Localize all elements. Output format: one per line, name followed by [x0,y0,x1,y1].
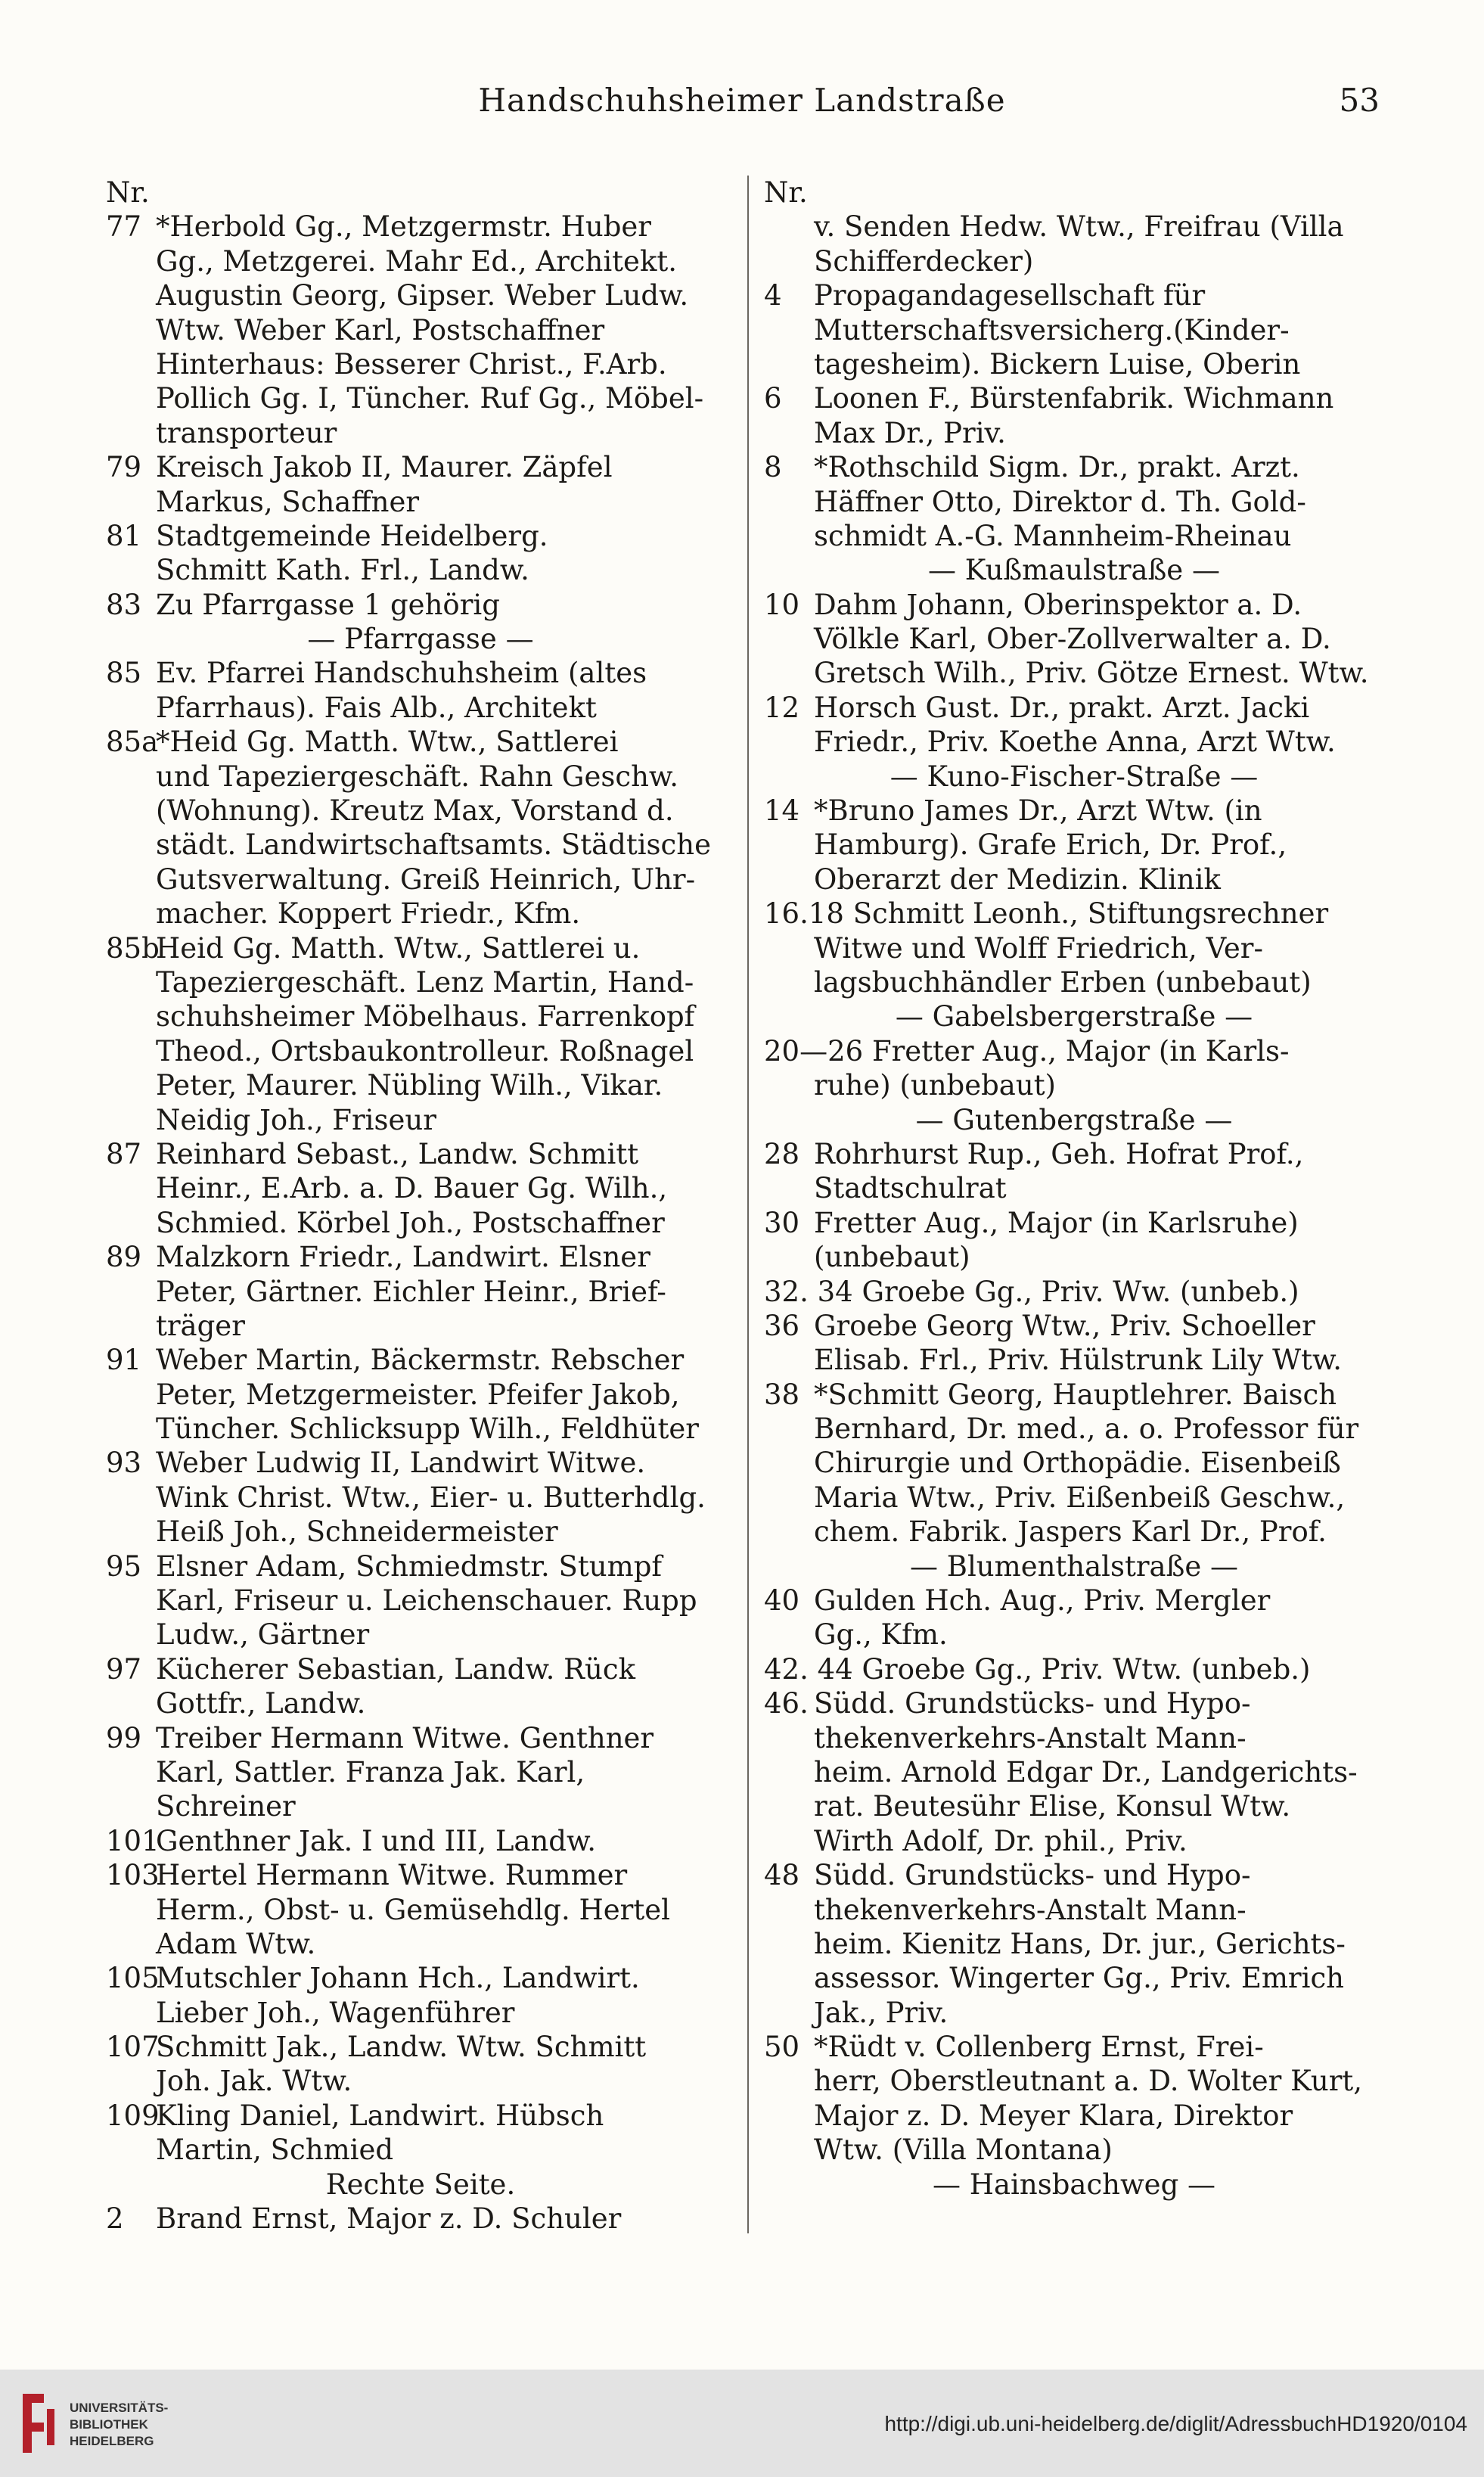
entry-line [106,691,735,725]
house-number: 89 [106,1241,142,1274]
house-number: 85 [106,657,142,690]
entry-line [106,1206,735,1240]
entry-line [764,278,1384,312]
entry-text: und Tapeziergeschäft. Rahn Geschw. [156,760,678,793]
entry-line [106,1240,735,1274]
entry-text: Loonen F., Bürstenfabrik. Wichmann [814,382,1334,415]
entry-text: städt. Landwirtschaftsamts. Städtische [156,828,711,862]
entry-text: ruhe) (unbebaut) [814,1069,1056,1102]
entry-text: Bernhard, Dr. med., a. o. Professor für [814,1413,1359,1446]
entry-line [106,1068,735,1102]
entry-line [764,1240,1384,1274]
logo-line: HEIDELBERG [70,2434,154,2448]
running-title: Handschuhsheimer Landstraße [478,82,1006,119]
entry-line [106,1275,735,1309]
entry-line [106,2064,735,2098]
entry-line [106,416,735,450]
entry-text: herr, Oberstleutnant a. D. Wolter Kurt, [814,2065,1363,2098]
entry-text: Martin, Schmied [156,2134,394,2167]
house-number: 87 [106,1137,142,1170]
entry-line [764,622,1384,656]
house-number: 109 [106,2099,160,2132]
entry-text: Stadtschulrat [814,1172,1007,1205]
entry-line [106,519,735,553]
entry-line [106,1549,735,1583]
entry-text: Wirth Adolf, Dr. phil., Priv. [814,1824,1188,1857]
entry-text: — Gutenbergstraße — [915,1103,1233,1136]
entry-line [106,1137,735,1171]
entry-line [764,381,1384,415]
entry-line [764,1927,1384,1961]
entry-text: Rohrhurst Rup., Geh. Hofrat Prof., [814,1137,1304,1170]
entry-line [764,1171,1384,1205]
entry-text: Herm., Obst- u. Gemüsehdlg. Hertel [156,1893,670,1926]
entry-line [764,1378,1384,1412]
house-number: 103 [106,1859,160,1892]
entry-text: *Rothschild Sigm. Dr., prakt. Arzt. [814,451,1300,484]
entry-text: heim. Kienitz Hans, Dr. jur., Gerichts- [814,1927,1346,1960]
entry-text: Gulden Hch. Aug., Priv. Mergler [814,1584,1271,1618]
entry-text: *Herbold Gg., Metzgermstr. Huber [156,210,651,244]
entry-line [106,176,735,210]
entry-text: Augustin Georg, Gipser. Weber Ludw. [156,279,689,312]
house-number: 30 [764,1206,800,1239]
entry-text: Gretsch Wilh., Priv. Götze Ernest. Wtw. [814,657,1369,690]
entry-line [106,1481,735,1515]
entry-line [106,1686,735,1720]
entry-line [764,1034,1384,1068]
entry-line [764,347,1384,381]
entry-text: Lieber Joh., Wagenführer [156,1996,515,2029]
entry-text: Witwe und Wolff Friedrich, Ver- [814,931,1263,965]
entry-text: Horsch Gust. Dr., prakt. Arzt. Jacki [814,691,1310,724]
entry-text: Schmitt Kath. Frl., Landw. [156,554,529,587]
entry-text: Friedr., Priv. Koethe Anna, Arzt Wtw. [814,726,1336,759]
entry-line [764,1755,1384,1789]
entry-line [764,897,1384,931]
entry-text: Peter, Gärtner. Eichler Heinr., Brief- [156,1275,666,1308]
entry-line [106,1961,735,1995]
logo-line: BIBLIOTHEK [70,2417,148,2432]
entry-line [106,760,735,794]
entry-text: Zu Pfarrgasse 1 gehörig [156,588,500,621]
entry-line [764,794,1384,828]
entry-text: Schmitt Jak., Landw. Wtw. Schmitt [156,2031,647,2064]
entry-line [764,656,1384,690]
entry-line [764,1137,1384,1171]
house-number: 95 [106,1549,142,1583]
entry-text: Tapeziergeschäft. Lenz Martin, Hand- [156,965,694,999]
entry-line [764,2064,1384,2098]
entry-text: Pollich Gg. I, Tüncher. Ruf Gg., Möbel- [156,382,704,415]
house-number: 8 [764,451,782,484]
entry-text: rat. Beutesühr Elise, Konsul Wtw. [814,1790,1291,1823]
entry-text: Groebe Gg., Priv. Wtw. (unbeb.) [862,1652,1311,1686]
entry-text: Major z. D. Meyer Klara, Direktor [814,2099,1293,2132]
entry-text: Max Dr., Priv. [814,416,1006,449]
street-heading [764,1103,1384,1137]
entry-text: — Pfarrgasse — [307,623,534,656]
entry-text: Kling Daniel, Landwirt. Hübsch [156,2099,604,2132]
entry-line [106,347,735,381]
entry-text: Jak., Priv. [814,1996,948,2029]
entry-line [106,2030,735,2064]
entry-text: Schmied. Körbel Joh., Postschaffner [156,1206,665,1239]
entry-line [106,1103,735,1137]
entry-line [106,1996,735,2030]
entry-text: Gottfr., Landw. [156,1687,366,1720]
entry-line [106,1652,735,1686]
entry-line [764,1858,1384,1892]
entry-line [106,1378,735,1412]
entry-line [764,1893,1384,1927]
house-number: 77 [106,210,142,244]
entry-text: Chirurgie und Orthopädie. Eisenbeiß [814,1447,1341,1480]
entry-line [106,1755,735,1789]
entry-text: Treiber Hermann Witwe. Genthner [156,1721,654,1754]
entry-text: Elisab. Frl., Priv. Hülstrunk Lily Wtw. [814,1344,1343,1377]
entry-line [764,1721,1384,1755]
entry-line [764,1309,1384,1343]
entry-text: Elsner Adam, Schmiedmstr. Stumpf [156,1549,663,1583]
street-heading [764,999,1384,1033]
entry-line [106,553,735,587]
entry-line [764,1652,1384,1686]
entry-line [106,1893,735,1927]
entry-line [764,1481,1384,1515]
entry-line [106,828,735,862]
street-heading [764,760,1384,794]
entry-line [764,1343,1384,1377]
entry-line [106,1824,735,1858]
right-column [764,176,1384,2249]
entry-line [106,450,735,484]
library-logo-text [70,2400,168,2450]
entry-line [764,1618,1384,1652]
entry-line [106,1034,735,1068]
entry-text: Gg., Metzgerei. Mahr Ed., Architekt. [156,244,677,278]
entry-text: Karl, Sattler. Franza Jak. Karl, [156,1755,585,1789]
entry-line [106,1583,735,1618]
entry-line [106,1343,735,1377]
entry-line [106,794,735,828]
entry-line [106,965,735,999]
entry-line [106,1721,735,1755]
entry-text: Wtw. (Villa Montana) [814,2134,1113,2167]
entry-line [106,1858,735,1892]
entry-text: Hamburg). Grafe Erich, Dr. Prof., [814,828,1287,862]
entry-text: Schreiner [156,1790,296,1823]
source-url-link[interactable]: http://digi.ub.uni-heidelberg.de/diglit/AdressbuchHD1920/0104 [884,2412,1467,2435]
logo-line: UNIVERSITÄTS- [70,2401,169,2415]
house-number: 16.18 [764,897,844,931]
house-number: 14 [764,794,800,828]
entry-text: *Schmitt Georg, Hauptlehrer. Baisch [814,1378,1337,1411]
entry-text: Mutschler Johann Hch., Landwirt. [156,1962,640,1995]
entry-text: Rechte Seite. [325,2168,516,2201]
entry-line [764,244,1384,278]
entry-text: Häffner Otto, Direktor d. Th. Gold- [814,485,1306,518]
entry-text: heim. Arnold Edgar Dr., Landgerichts- [814,1755,1358,1789]
house-number: 38 [764,1378,800,1411]
street-heading [106,2168,735,2202]
house-number: 85b [106,931,160,965]
house-number: 101 [106,1824,160,1857]
entry-text: Weber Martin, Bäckermstr. Rebscher [156,1344,685,1377]
entry-line [764,485,1384,519]
house-number: 81 [106,519,142,552]
entry-text: — Gabelsbergerstraße — [895,1000,1253,1033]
entry-text: Heid Gg. Matth. Wtw., Sattlerei u. [156,931,641,965]
entry-text: thekenverkehrs-Anstalt Mann- [814,1721,1246,1754]
entry-text: chem. Fabrik. Jaspers Karl Dr., Prof. [814,1515,1327,1549]
house-number: 99 [106,1721,142,1754]
entry-line [764,1206,1384,1240]
house-number: 105 [106,1962,160,1995]
house-number: 79 [106,451,142,484]
entry-line [106,999,735,1033]
entry-text: Brand Ernst, Major z. D. Schuler [156,2202,622,2236]
entry-text: Heinr., E.Arb. a. D. Bauer Gg. Wilh., [156,1172,668,1205]
entry-line [106,1927,735,1961]
entry-text: thekenverkehrs-Anstalt Mann- [814,1893,1246,1926]
entry-line [764,931,1384,965]
entry-text: Propagandagesellschaft für [814,279,1206,312]
entry-text: — Blumenthalstraße — [910,1549,1238,1583]
entry-line [764,1275,1384,1309]
entry-text: Stadtgemeinde Heidelberg. [156,519,548,552]
entry-text: schuhsheimer Möbelhaus. Farrenkopf [156,1000,695,1033]
entry-text: *Bruno James Dr., Arzt Wtw. (in [814,794,1262,828]
house-number: 12 [764,691,800,724]
entry-line [106,210,735,244]
entry-line [764,828,1384,862]
entry-line [764,210,1384,244]
entry-text: Neidig Joh., Friseur [156,1103,436,1136]
entry-text: v. Senden Hedw. Wtw., Freifrau (Villa [814,210,1344,244]
entry-text: träger [156,1309,245,1342]
entry-text: Völkle Karl, Ober-Zollverwalter a. D. [814,623,1331,656]
entry-text: Ludw., Gärtner [156,1618,370,1652]
entry-text: Markus, Schaffner [156,485,420,518]
house-number: 40 [764,1584,800,1618]
entry-line [764,1686,1384,1720]
entry-text: — Kußmaulstraße — [928,554,1220,587]
street-heading [764,1549,1384,1583]
entry-line [764,416,1384,450]
street-heading [764,553,1384,587]
entry-text: Mutterschaftsversicherg.(Kinder- [814,313,1290,347]
entry-line [764,1996,1384,2030]
entry-line [106,381,735,415]
house-number: 42. 44 [764,1652,853,1686]
library-logo-icon [15,2386,59,2460]
entry-text: Südd. Grundstücks- und Hypo- [814,1687,1251,1720]
entry-line [764,176,1384,210]
house-number: 46. [764,1687,809,1720]
house-number: Nr. [106,176,150,209]
entry-line [764,450,1384,484]
entry-text: Wtw. Weber Karl, Postschaffner [156,313,605,347]
house-number: 6 [764,382,782,415]
entry-text: Kreisch Jakob II, Maurer. Zäpfel [156,451,613,484]
entry-line [106,244,735,278]
street-heading [764,2168,1384,2202]
entry-line [764,1824,1384,1858]
entry-text: (unbebaut) [814,1241,970,1274]
entry-text: Hertel Hermann Witwe. Rummer [156,1859,628,1892]
entry-text: Weber Ludwig II, Landwirt Witwe. [156,1447,646,1480]
entry-line [106,656,735,690]
entry-line [764,725,1384,759]
house-number: 20—26 [764,1034,864,1068]
entry-line [764,691,1384,725]
page-number: 53 [1339,82,1380,119]
entry-text: lagsbuchhändler Erben (unbebaut) [814,965,1312,999]
entry-text: Peter, Metzgermeister. Pfeifer Jakob, [156,1378,680,1411]
entry-line [764,313,1384,347]
house-number: 50 [764,2031,800,2064]
entry-line [106,588,735,622]
entry-text: Theod., Ortsbaukontrolleur. Roßnagel [156,1034,694,1068]
entry-text: transporteur [156,416,337,449]
entry-text: (Wohnung). Kreutz Max, Vorstand d. [156,794,674,828]
entry-line [764,1583,1384,1618]
entry-line [106,1446,735,1480]
entry-text: Hinterhaus: Besserer Christ., F.Arb. [156,347,667,381]
entry-text: Schmitt Leonh., Stiftungsrechner [852,897,1329,931]
entry-text: assessor. Wingerter Gg., Priv. Emrich [814,1962,1344,1995]
left-column [106,176,735,2249]
entry-text: Tüncher. Schlicksupp Wilh., Feldhüter [156,1413,699,1446]
entry-line [106,1412,735,1446]
entry-line [106,897,735,931]
entry-text: Reinhard Sebast., Landw. Schmitt [156,1137,639,1170]
house-number: 32. 34 [764,1275,853,1308]
entry-text: Fretter Aug., Major (in Karlsruhe) [814,1206,1299,1239]
entry-text: Joh. Jak. Wtw. [156,2065,352,2098]
entry-line [764,1961,1384,1995]
entry-line [764,862,1384,897]
entry-line [764,1068,1384,1102]
entry-text: Maria Wtw., Priv. Eißenbeiß Geschw., [814,1481,1346,1514]
column-divider [747,176,749,2233]
entry-text: Peter, Maurer. Nübling Wilh., Vikar. [156,1069,663,1102]
entry-text: Kücherer Sebastian, Landw. Rück [156,1652,636,1686]
entry-text: Groebe Georg Wtw., Priv. Schoeller [814,1309,1315,1342]
entry-text: macher. Koppert Friedr., Kfm. [156,897,581,931]
entry-text: Ev. Pfarrei Handschuhsheim (altes [156,657,647,690]
entry-line [764,2099,1384,2133]
entry-line [106,725,735,759]
entry-text: — Hainsbachweg — [932,2168,1216,2201]
entry-line [106,313,735,347]
entry-text: *Heid Gg. Matth. Wtw., Sattlerei [156,726,619,759]
entry-text: Adam Wtw. [156,1927,316,1960]
house-number: 107 [106,2031,160,2064]
entry-text: Pfarrhaus). Fais Alb., Architekt [156,691,597,724]
entry-text: Wink Christ. Wtw., Eier- u. Butterhdlg. [156,1481,706,1514]
house-number: 2 [106,2202,124,2236]
entry-text: *Rüdt v. Collenberg Ernst, Frei- [814,2031,1264,2064]
entry-line [106,862,735,897]
entry-text: Schifferdecker) [814,244,1034,278]
entry-text: Genthner Jak. I und III, Landw. [156,1824,597,1857]
house-number: Nr. [764,176,808,209]
entry-text: Karl, Friseur u. Leichenschauer. Rupp [156,1584,697,1618]
house-number: 4 [764,279,782,312]
entry-text: Südd. Grundstücks- und Hypo- [814,1859,1251,1892]
entry-text: Gg., Kfm. [814,1618,948,1652]
entry-line [106,485,735,519]
entry-line [106,2099,735,2133]
footer-bar [0,2370,1484,2477]
entry-text: Gutsverwaltung. Greiß Heinrich, Uhr- [156,862,696,896]
entry-line [106,278,735,312]
house-number: 97 [106,1652,142,1686]
entry-line [106,931,735,965]
house-number: 93 [106,1447,142,1480]
entry-line [764,519,1384,553]
entry-line [106,1515,735,1549]
house-number: 48 [764,1859,800,1892]
entry-text: Malzkorn Friedr., Landwirt. Elsner [156,1241,650,1274]
entry-text: Fretter Aug., Major (in Karls- [871,1034,1290,1068]
entry-line [106,2202,735,2236]
house-number: 83 [106,588,142,621]
house-number: 10 [764,588,800,621]
entry-line [764,2030,1384,2064]
entry-line [764,1515,1384,1549]
entry-line [764,2133,1384,2167]
page-header [0,82,1484,127]
entry-text: Groebe Gg., Priv. Ww. (unbeb.) [862,1275,1299,1308]
house-number: 91 [106,1344,142,1377]
entry-line [106,1171,735,1205]
entry-text: Dahm Johann, Oberinspektor a. D. [814,588,1302,621]
street-heading [106,622,735,656]
house-number: 28 [764,1137,800,1170]
house-number: 85a [106,726,159,759]
entry-line [106,1309,735,1343]
entry-text: tagesheim). Bickern Luise, Oberin [814,347,1301,381]
entry-text: Oberarzt der Medizin. Klinik [814,862,1221,896]
entry-line [764,1446,1384,1480]
entry-line [106,1618,735,1652]
entry-text: schmidt A.-G. Mannheim-Rheinau [814,519,1292,552]
entry-line [764,1789,1384,1823]
entry-line [106,2133,735,2167]
house-number: 36 [764,1309,800,1342]
entry-text: Heiß Joh., Schneidermeister [156,1515,558,1549]
entry-text: — Kuno-Fischer-Straße — [889,760,1259,793]
entry-line [764,588,1384,622]
entry-line [106,1789,735,1823]
entry-line [764,965,1384,999]
entry-line [764,1412,1384,1446]
